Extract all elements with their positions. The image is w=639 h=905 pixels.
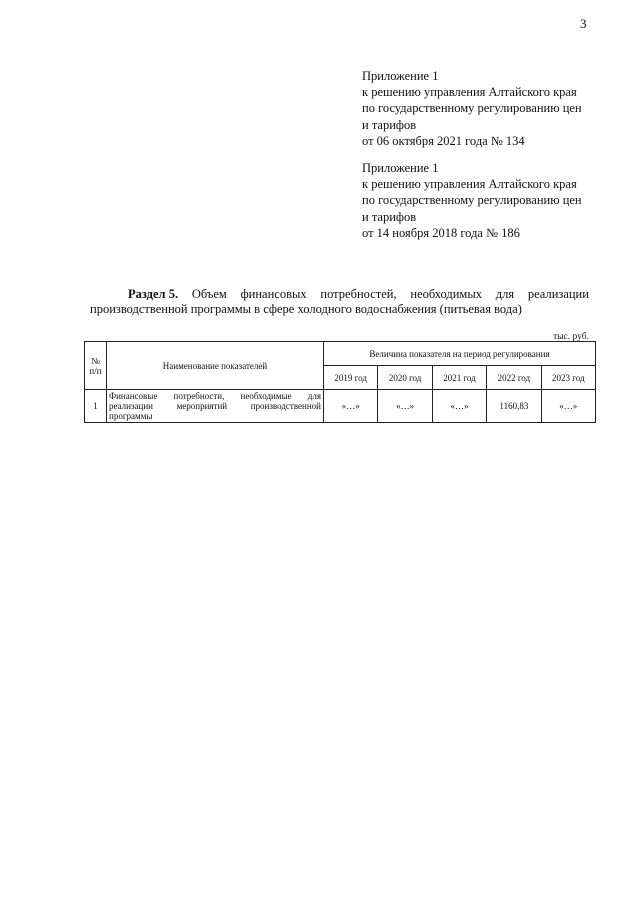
header-year: 2020 год [378, 366, 432, 390]
header-year: 2019 год [324, 366, 378, 390]
row-value: «…» [541, 390, 595, 423]
header-year: 2021 год [432, 366, 486, 390]
section-label: Раздел 5. [128, 287, 179, 301]
section-word: реализации [527, 287, 589, 301]
appendix-line: от 14 ноября 2018 года № 186 [362, 225, 520, 240]
appendix-line: Приложение 1 [362, 161, 439, 175]
table-row [85, 390, 596, 423]
appendix-line: и тарифов [362, 209, 417, 224]
row-value: «…» [324, 390, 378, 423]
header-num: № п/п [85, 342, 107, 390]
section-title-line2: производственной программы в сфере холодного водоснабжения (питьевая вода) [90, 302, 522, 316]
row-name: Финансовые потребности, необходимые для реализации мероприятий производственной программы [107, 390, 324, 423]
appendix-current [362, 68, 612, 149]
appendix-line: от 06 октября 2021 года № 134 [362, 133, 525, 148]
appendix-line: и тарифов [362, 117, 417, 132]
header-year: 2023 год [541, 366, 595, 390]
page-number: 3 [580, 16, 587, 31]
financial-needs-table [84, 341, 596, 423]
table-header-row [85, 342, 596, 366]
row-value: 1160,83 [487, 390, 541, 423]
row-value: «…» [432, 390, 486, 423]
section-word: Объем [191, 287, 227, 301]
appendix-line: по государственному регулированию цен [362, 101, 582, 116]
row-num: 1 [85, 390, 107, 423]
section-word: потребностей, [320, 287, 397, 301]
appendix-line: к решению управления Алтайского края [362, 177, 577, 192]
units-label: тыс. руб. [553, 332, 589, 342]
section-word: необходимых [410, 287, 482, 301]
appendix-previous [362, 160, 612, 241]
header-name: Наименование показателей [107, 342, 324, 390]
section-word: для [495, 287, 515, 301]
header-year: 2022 год [487, 366, 541, 390]
appendix-line: Приложение 1 [362, 69, 439, 83]
row-value: «…» [378, 390, 432, 423]
appendix-line: к решению управления Алтайского края [362, 85, 577, 100]
appendix-line: по государственному регулированию цен [362, 193, 582, 208]
section-word: финансовых [240, 287, 307, 301]
section-title [90, 287, 589, 317]
section-title-line1 [90, 287, 589, 302]
header-period: Величина показателя на период регулирования [324, 342, 596, 366]
